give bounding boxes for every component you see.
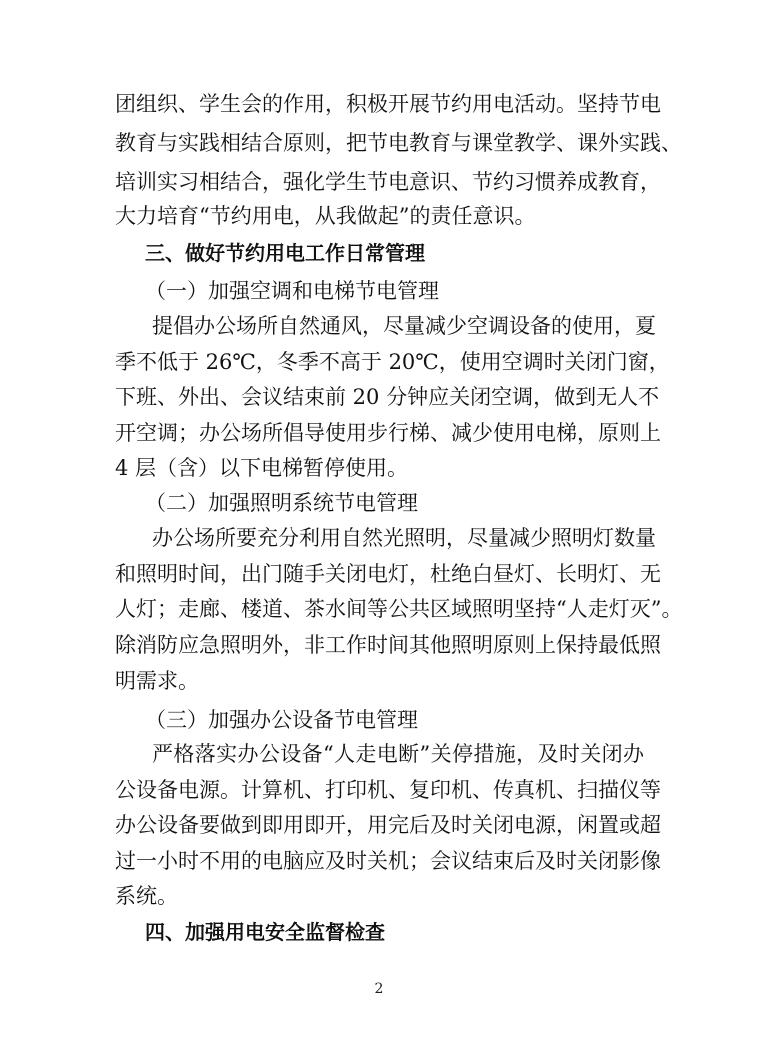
section-heading: 三、做好节约用电工作日常管理 — [145, 241, 425, 265]
paragraph-line: 人灯；走廊、楼道、茶水间等公共区域照明坚持“人走灯灭”。 — [115, 597, 683, 621]
paragraph-line: 除消防应急照明外，非工作时间其他照明原则上保持最低照 — [115, 633, 661, 657]
paragraph-line: 团组织、学生会的作用，积极开展节约用电活动。坚持节电 — [115, 92, 661, 116]
paragraph-line: 大力培育“节约用电，从我做起”的责任意识。 — [115, 204, 536, 228]
section-heading: 四、加强用电安全监督检查 — [145, 920, 385, 944]
paragraph-line: 过一小时不用的电脑应及时关机；会议结束后及时关闭影像 — [115, 849, 661, 873]
paragraph-line: 系统。 — [115, 884, 178, 908]
paragraph-line: 公设备电源。计算机、打印机、复印机、传真机、扫描仪等 — [115, 778, 661, 802]
subsection-heading: （二）加强照明系统节电管理 — [145, 491, 418, 515]
subsection-heading: （一）加强空调和电梯节电管理 — [145, 279, 439, 303]
paragraph-line: 教育与实践相结合原则，把节电教育与课堂教学、课外实践、 — [115, 131, 682, 155]
paragraph-line: 提倡办公场所自然通风，尽量减少空调设备的使用，夏 — [152, 314, 656, 338]
paragraph-line: 4 层（含）以下电梯暂停使用。 — [115, 456, 409, 480]
paragraph-line: 下班、外出、会议结束前 20 分钟应关闭空调，做到无人不 — [115, 385, 660, 409]
paragraph-line: 和照明时间，出门随手关闭电灯，杜绝白昼灯、长明灯、无 — [115, 562, 661, 586]
subsection-heading: （三）加强办公设备节电管理 — [145, 708, 418, 732]
paragraph-line: 季不低于 26℃，冬季不高于 20℃，使用空调时关闭门窗， — [115, 350, 670, 374]
paragraph-line: 明需求。 — [115, 669, 199, 693]
paragraph-line: 办公设备要做到即用即开，用完后及时关闭电源，闲置或超 — [115, 813, 661, 837]
page-number: 2 — [374, 981, 384, 997]
paragraph-line: 开空调；办公场所倡导使用步行梯、减少使用电梯，原则上 — [115, 421, 661, 445]
paragraph-line: 办公场所要充分利用自然光照明，尽量减少照明灯数量 — [152, 526, 656, 550]
paragraph-line: 培训实习相结合，强化学生节电意识、节约习惯养成教育， — [115, 170, 661, 194]
paragraph-line: 严格落实办公设备“人走电断”关停措施，及时关闭办 — [152, 742, 644, 766]
